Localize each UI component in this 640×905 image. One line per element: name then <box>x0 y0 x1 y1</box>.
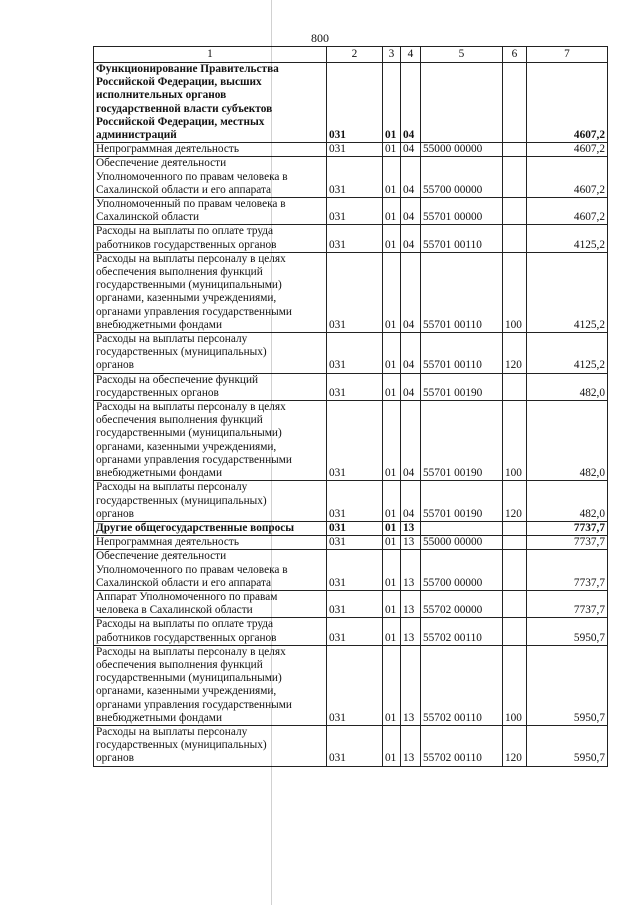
table-row <box>94 373 608 400</box>
row-subsection-cell: 13 <box>401 550 421 591</box>
table-row <box>94 590 608 617</box>
row-subsection-cell: 13 <box>401 590 421 617</box>
row-amount-cell: 482,0 <box>527 401 608 481</box>
row-section-cell: 01 <box>383 198 401 225</box>
row-subsection-cell: 13 <box>401 645 421 725</box>
row-name-cell: Расходы на выплаты персоналу в целях обеспечения выполнения функций государственными (муниципальными) органами, казенными учреждениями, органами управления государственными внебюджетными фондами <box>94 645 327 725</box>
row-amount-cell: 4607,2 <box>527 198 608 225</box>
row-target-cell: 55701 00110 <box>421 252 503 332</box>
row-amount-cell: 4125,2 <box>527 252 608 332</box>
row-target-cell: 55700 00000 <box>421 550 503 591</box>
row-name-cell: Расходы на выплаты персоналу государственных (муниципальных) органов <box>94 725 327 766</box>
table-row <box>94 550 608 591</box>
row-target-cell: 55701 00190 <box>421 401 503 481</box>
row-name-cell: Обеспечение деятельности Уполномоченного по правам человека в Сахалинской области и его аппарата <box>94 550 327 591</box>
row-subsection-cell: 04 <box>401 481 421 522</box>
row-code-cell: 031 <box>327 550 383 591</box>
row-code-cell: 031 <box>327 373 383 400</box>
row-name-cell: Расходы на выплаты по оплате труда работников государственных органов <box>94 618 327 645</box>
row-subsection-cell: 04 <box>401 143 421 157</box>
row-code-cell: 031 <box>327 645 383 725</box>
row-amount-cell: 4607,2 <box>527 157 608 198</box>
row-section-cell: 01 <box>383 373 401 400</box>
header-col-4: 4 <box>401 47 421 63</box>
row-type-cell <box>503 536 527 550</box>
row-code-cell: 031 <box>327 157 383 198</box>
row-target-cell: 55701 00000 <box>421 198 503 225</box>
row-target-cell <box>421 521 503 535</box>
table-row <box>94 401 608 481</box>
row-target-cell <box>421 63 503 143</box>
page-number: 800 <box>311 31 329 45</box>
row-code-cell: 031 <box>327 333 383 374</box>
row-section-cell: 01 <box>383 157 401 198</box>
row-target-cell: 55701 00110 <box>421 333 503 374</box>
row-name-cell: Другие общегосударственные вопросы <box>94 521 327 535</box>
row-code-cell: 031 <box>327 481 383 522</box>
row-name-cell: Уполномоченный по правам человека в Сахалинской области <box>94 198 327 225</box>
table-row <box>94 63 608 143</box>
row-type-cell <box>503 225 527 252</box>
row-name-cell: Расходы на выплаты персоналу в целях обеспечения выполнения функций государственными (муниципальными) органами, казенными учреждениями, органами управления государственными внебюджетными фондами <box>94 252 327 332</box>
row-subsection-cell: 04 <box>401 225 421 252</box>
row-amount-cell: 4607,2 <box>527 63 608 143</box>
row-type-cell <box>503 521 527 535</box>
row-amount-cell: 7737,7 <box>527 590 608 617</box>
row-section-cell: 01 <box>383 401 401 481</box>
row-amount-cell: 5950,7 <box>527 725 608 766</box>
table-header-row <box>94 47 608 63</box>
row-section-cell: 01 <box>383 63 401 143</box>
row-name-cell: Расходы на выплаты по оплате труда работников государственных органов <box>94 225 327 252</box>
row-subsection-cell: 04 <box>401 157 421 198</box>
row-target-cell: 55701 00190 <box>421 481 503 522</box>
row-code-cell: 031 <box>327 63 383 143</box>
row-target-cell: 55000 00000 <box>421 143 503 157</box>
row-section-cell: 01 <box>383 225 401 252</box>
row-type-cell <box>503 373 527 400</box>
row-type-cell: 100 <box>503 252 527 332</box>
row-section-cell: 01 <box>383 521 401 535</box>
row-target-cell: 55702 00110 <box>421 618 503 645</box>
row-name-cell: Расходы на обеспечение функций государственных органов <box>94 373 327 400</box>
row-section-cell: 01 <box>383 481 401 522</box>
row-section-cell: 01 <box>383 550 401 591</box>
row-name-cell: Функционирование Правительства Российской Федерации, высших исполнительных органов государственной власти субъектов Российской Федерации, местных администраций <box>94 63 327 143</box>
row-type-cell <box>503 550 527 591</box>
row-type-cell <box>503 63 527 143</box>
table-row <box>94 157 608 198</box>
row-subsection-cell: 04 <box>401 198 421 225</box>
row-name-cell: Непрограммная деятельность <box>94 143 327 157</box>
row-subsection-cell: 13 <box>401 536 421 550</box>
row-subsection-cell: 13 <box>401 725 421 766</box>
row-name-cell: Аппарат Уполномоченного по правам человека в Сахалинской области <box>94 590 327 617</box>
row-subsection-cell: 04 <box>401 373 421 400</box>
row-target-cell: 55700 00000 <box>421 157 503 198</box>
row-code-cell: 031 <box>327 401 383 481</box>
row-code-cell: 031 <box>327 198 383 225</box>
row-code-cell: 031 <box>327 618 383 645</box>
row-target-cell: 55701 00190 <box>421 373 503 400</box>
row-section-cell: 01 <box>383 536 401 550</box>
row-target-cell: 55000 00000 <box>421 536 503 550</box>
row-section-cell: 01 <box>383 333 401 374</box>
table-row <box>94 645 608 725</box>
row-amount-cell: 482,0 <box>527 373 608 400</box>
row-code-cell: 031 <box>327 590 383 617</box>
table-row <box>94 521 608 535</box>
row-target-cell: 55701 00110 <box>421 225 503 252</box>
header-col-7: 7 <box>527 47 608 63</box>
table-row <box>94 481 608 522</box>
row-amount-cell: 4607,2 <box>527 143 608 157</box>
row-code-cell: 031 <box>327 252 383 332</box>
row-name-cell: Расходы на выплаты персоналу государственных (муниципальных) органов <box>94 333 327 374</box>
row-section-cell: 01 <box>383 590 401 617</box>
row-subsection-cell: 04 <box>401 401 421 481</box>
row-type-cell <box>503 618 527 645</box>
header-col-6: 6 <box>503 47 527 63</box>
row-subsection-cell: 04 <box>401 252 421 332</box>
row-type-cell <box>503 198 527 225</box>
row-code-cell: 031 <box>327 521 383 535</box>
row-code-cell: 031 <box>327 225 383 252</box>
row-section-cell: 01 <box>383 252 401 332</box>
row-subsection-cell: 04 <box>401 333 421 374</box>
row-type-cell <box>503 143 527 157</box>
row-section-cell: 01 <box>383 618 401 645</box>
row-target-cell: 55702 00110 <box>421 725 503 766</box>
row-subsection-cell: 04 <box>401 63 421 143</box>
row-type-cell: 100 <box>503 401 527 481</box>
row-code-cell: 031 <box>327 725 383 766</box>
row-amount-cell: 7737,7 <box>527 536 608 550</box>
row-amount-cell: 7737,7 <box>527 550 608 591</box>
row-section-cell: 01 <box>383 725 401 766</box>
row-amount-cell: 7737,7 <box>527 521 608 535</box>
table-row <box>94 143 608 157</box>
table-row <box>94 536 608 550</box>
budget-table <box>93 46 608 767</box>
row-type-cell: 120 <box>503 333 527 374</box>
table-row <box>94 225 608 252</box>
scan-fold-line <box>271 0 272 905</box>
row-code-cell: 031 <box>327 143 383 157</box>
row-amount-cell: 4125,2 <box>527 225 608 252</box>
table-row <box>94 725 608 766</box>
table-row <box>94 252 608 332</box>
row-type-cell: 120 <box>503 481 527 522</box>
row-name-cell: Непрограммная деятельность <box>94 536 327 550</box>
row-section-cell: 01 <box>383 143 401 157</box>
header-col-2: 2 <box>327 47 383 63</box>
row-subsection-cell: 13 <box>401 521 421 535</box>
row-name-cell: Расходы на выплаты персоналу государственных (муниципальных) органов <box>94 481 327 522</box>
budget-table-body <box>94 47 608 767</box>
table-row <box>94 333 608 374</box>
row-code-cell: 031 <box>327 536 383 550</box>
header-col-5: 5 <box>421 47 503 63</box>
row-type-cell: 120 <box>503 725 527 766</box>
row-section-cell: 01 <box>383 645 401 725</box>
row-type-cell: 100 <box>503 645 527 725</box>
row-amount-cell: 482,0 <box>527 481 608 522</box>
row-name-cell: Обеспечение деятельности Уполномоченного по правам человека в Сахалинской области и его аппарата <box>94 157 327 198</box>
row-type-cell <box>503 590 527 617</box>
table-row <box>94 198 608 225</box>
row-subsection-cell: 13 <box>401 618 421 645</box>
row-type-cell <box>503 157 527 198</box>
row-amount-cell: 5950,7 <box>527 618 608 645</box>
row-target-cell: 55702 00000 <box>421 590 503 617</box>
row-target-cell: 55702 00110 <box>421 645 503 725</box>
row-name-cell: Расходы на выплаты персоналу в целях обеспечения выполнения функций государственными (муниципальными) органами, казенными учреждениями, органами управления государственными внебюджетными фондами <box>94 401 327 481</box>
row-amount-cell: 5950,7 <box>527 645 608 725</box>
header-col-3: 3 <box>383 47 401 63</box>
header-col-1: 1 <box>94 47 327 63</box>
table-row <box>94 618 608 645</box>
row-amount-cell: 4125,2 <box>527 333 608 374</box>
